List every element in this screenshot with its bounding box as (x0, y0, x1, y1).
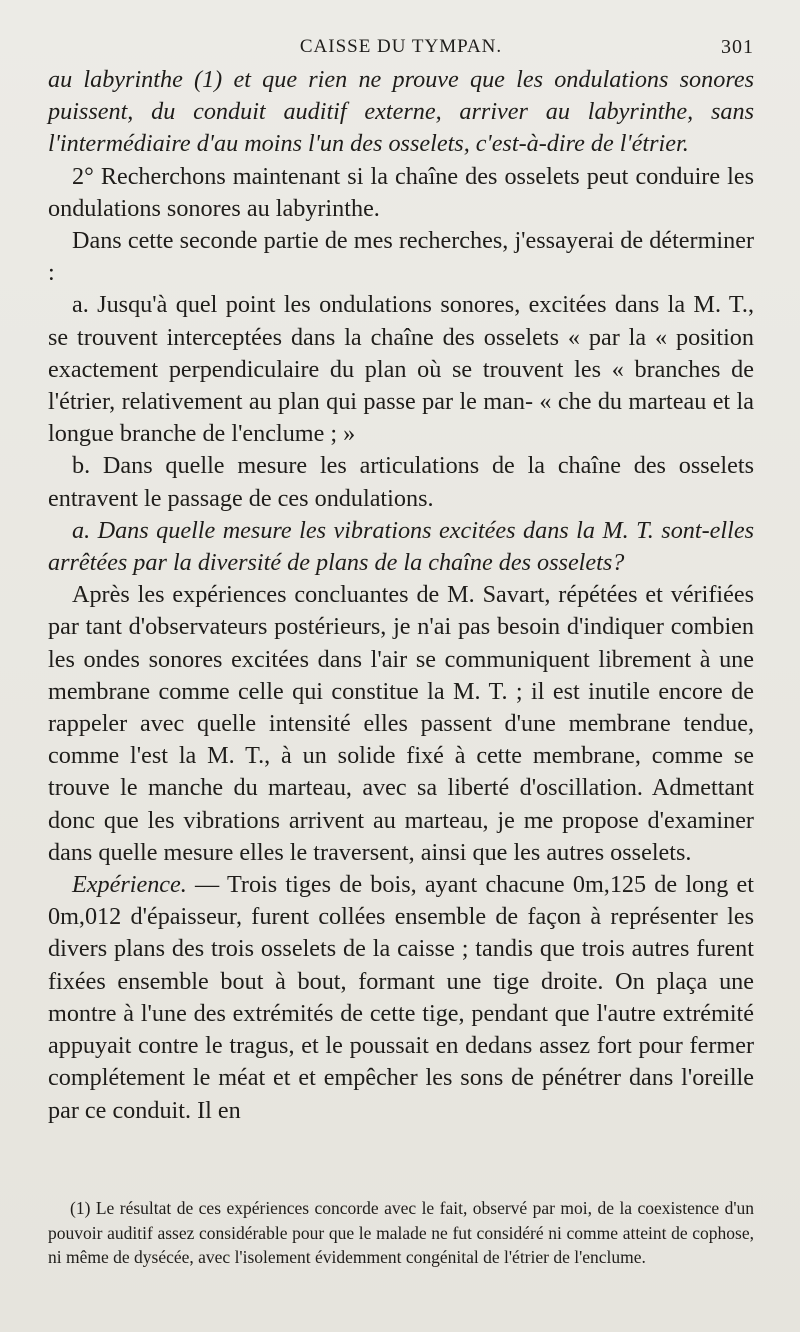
paragraph-continuation: au labyrinthe (1) et que rien ne prouve que les ondulations sonores puissent, du conduit auditif externe, arriver au labyrinthe, sans l'intermédiaire d'au moins l'un des osselets, c'est-à-dire de l'étrier. (48, 66, 754, 158)
experiment-text: — Trois tiges de bois, ayant chacune 0m,125 de long et 0m,012 d'épaisseur, furent collées ensemble de façon à représenter les divers plans des trois osselets de la caisse ; tandis que trois autres furent fixées ensemble bout à bout, formant une tige droite. On plaça une montre à l'une des extrémités de cette tige, pendant que l'autre extrémité appuyait contre le tragus, et le poussait en dedans assez fort pour fermer complétement le méat et et empêcher les sons de pénétrer dans l'oreille par ce conduit. Il en (48, 871, 754, 1124)
paragraph-intro: Dans cette seconde partie de mes recherches, j'essayerai de déterminer : (48, 227, 754, 287)
subheading-question-a: a. Dans quelle mesure les vibrations excitées dans la M. T. sont-elles arrêtées par la diversité de plans de la chaîne des osselets? (48, 516, 754, 577)
experiment-label: Expérience. (72, 871, 187, 899)
paragraph-item-b: b. Dans quelle mesure les articulations de la chaîne des osselets entravent le passage de ces ondulations. (48, 452, 754, 512)
footnote-text: (1) Le résultat de ces expériences concorde avec le fait, observé par moi, de la coexistence d'un pouvoir auditif assez considérable pour que le malade ne fut considéré ni comme atteint de cophose, ni même de dysécée, avec l'isolement évidemment congénital de l'étrier de l'enclume. (48, 1198, 754, 1268)
footnote (48, 1196, 754, 1270)
paragraph-savart: Après les expériences concluantes de M. Savart, répétées et vérifiées par tant d'observateurs postérieurs, je n'ai pas besoin d'indiquer combien les ondes sonores excitées dans l'air se communiquent librement à une membrane comme celle qui constitue la M. T. ; il est inutile encore de rappeler avec quelle intensité elles passent d'une membrane tendue, comme l'est la M. T., à un solide fixé à cette membrane, comme se trouve le manche du marteau, avec sa liberté d'oscillation. Admettant donc que les vibrations arrivent au marteau, je me propose d'examiner dans quelle mesure elles le traversent, ainsi que les autres osselets. (48, 581, 754, 866)
paragraph-item-a: a. Jusqu'à quel point les ondulations sonores, excitées dans la M. T., se trouvent interceptées dans la chaîne des osselets « par la « position exactement perpendiculaire du plan où se trouvent les « branches de l'étrier, relativement au plan qui passe par le man- « che du marteau et la longue branche de l'enclume ; » (48, 291, 754, 448)
paragraph-section-2: 2° Recherchons maintenant si la chaîne des osselets peut conduire les ondulations sonores au labyrinthe. (48, 162, 754, 222)
page-number: 301 (721, 36, 754, 58)
paragraph-experiment (48, 869, 754, 1127)
body-text (48, 64, 754, 1127)
running-title: CAISSE DU TYMPAN. (299, 36, 503, 57)
running-head (48, 32, 754, 64)
